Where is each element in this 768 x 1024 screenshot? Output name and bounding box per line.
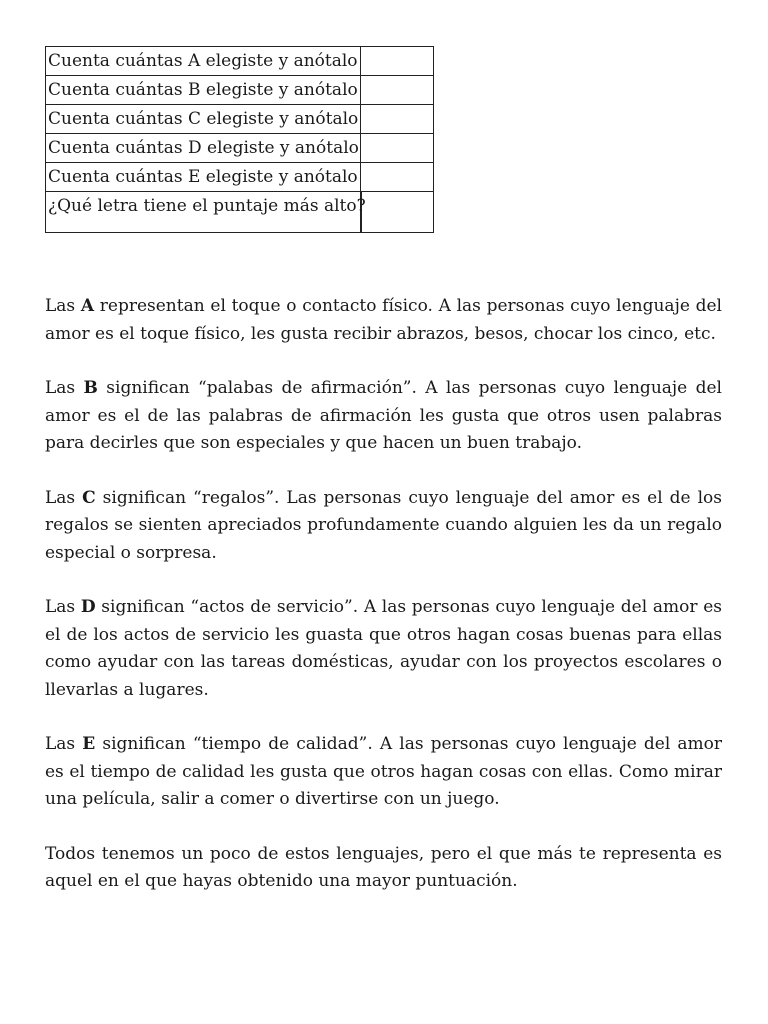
- paragraph-body: representan el toque o contacto físico. A las personas cuyo lenguaje del amor es el toque físico, les gusta recibir abrazos, besos, chocar los cinco, etc.: [45, 296, 722, 344]
- paragraph-c: [45, 485, 722, 568]
- row-question: Cuenta cuántas E elegiste y anótalo: [46, 163, 361, 192]
- table-row: [46, 76, 434, 105]
- letter-label: B: [83, 378, 98, 398]
- paragraph-b: [45, 375, 722, 458]
- score-table: [45, 46, 434, 233]
- row-question: Cuenta cuántas D elegiste y anótalo: [46, 134, 361, 163]
- answer-cell[interactable]: [361, 47, 434, 76]
- paragraph-prefix: Las: [45, 296, 81, 316]
- paragraph-prefix: Las: [45, 487, 83, 508]
- row-question: Cuenta cuántas A elegiste y anótalo: [46, 47, 361, 76]
- row-question: Cuenta cuántas B elegiste y anótalo: [46, 76, 361, 105]
- table-row: [46, 192, 434, 233]
- paragraph-prefix: Las: [45, 378, 84, 398]
- table-row: [46, 163, 434, 192]
- answer-cell[interactable]: [361, 76, 434, 105]
- paragraph-prefix: Las: [45, 597, 81, 617]
- table-row: [46, 105, 434, 134]
- paragraph-a: [45, 293, 722, 348]
- closing-paragraph: Todos tenemos un poco de estos lenguajes, pero el que más te representa es aquel en el que hayas obtenido una mayor puntuación.: [45, 843, 722, 891]
- letter-label: A: [80, 296, 95, 316]
- paragraph-body: significan “palabas de afirmación”. A las personas cuyo lenguaje del amor es el de las palabras de afirmación les gusta que otros usen palabras para decirles que son especiales y que hacen un buen trabajo.: [45, 378, 722, 453]
- paragraph-d: [45, 594, 722, 704]
- answer-cell[interactable]: [361, 163, 434, 192]
- table-row: [46, 47, 434, 76]
- answer-cell[interactable]: [361, 134, 434, 163]
- paragraph-prefix: Las: [45, 734, 83, 754]
- table-row: [46, 134, 434, 163]
- paragraph-body: significan “regalos”. Las personas cuyo lenguaje del amor es el de los regalos se sienten apreciados profundamente cuando alguien les da un regalo especial o sorpresa.: [45, 487, 722, 563]
- answer-cell[interactable]: [361, 192, 434, 233]
- letter-label: D: [80, 597, 96, 617]
- answer-cell[interactable]: [361, 105, 434, 134]
- row-question: Cuenta cuántas C elegiste y anótalo: [46, 105, 361, 134]
- row-question: ¿Qué letra tiene el puntaje más alto?: [46, 192, 361, 233]
- explanation-text: [45, 293, 722, 923]
- paragraph-body: significan “tiempo de calidad”. A las personas cuyo lenguaje del amor es el tiempo de calidad les gusta que otros hagan cosas con ellas. Como mirar una película, salir a comer o divertirse con un juego.: [45, 734, 722, 809]
- letter-label: E: [82, 734, 96, 754]
- paragraph-body: significan “actos de servicio”. A las personas cuyo lenguaje del amor es el de los actos de servicio les guasta que otros hagan cosas buenas para ellas como ayudar con las tareas domésticas, ayudar con los proyectos escolares o llevarlas a lugares.: [45, 597, 722, 700]
- paragraph-e: [45, 731, 722, 814]
- letter-label: C: [82, 487, 96, 508]
